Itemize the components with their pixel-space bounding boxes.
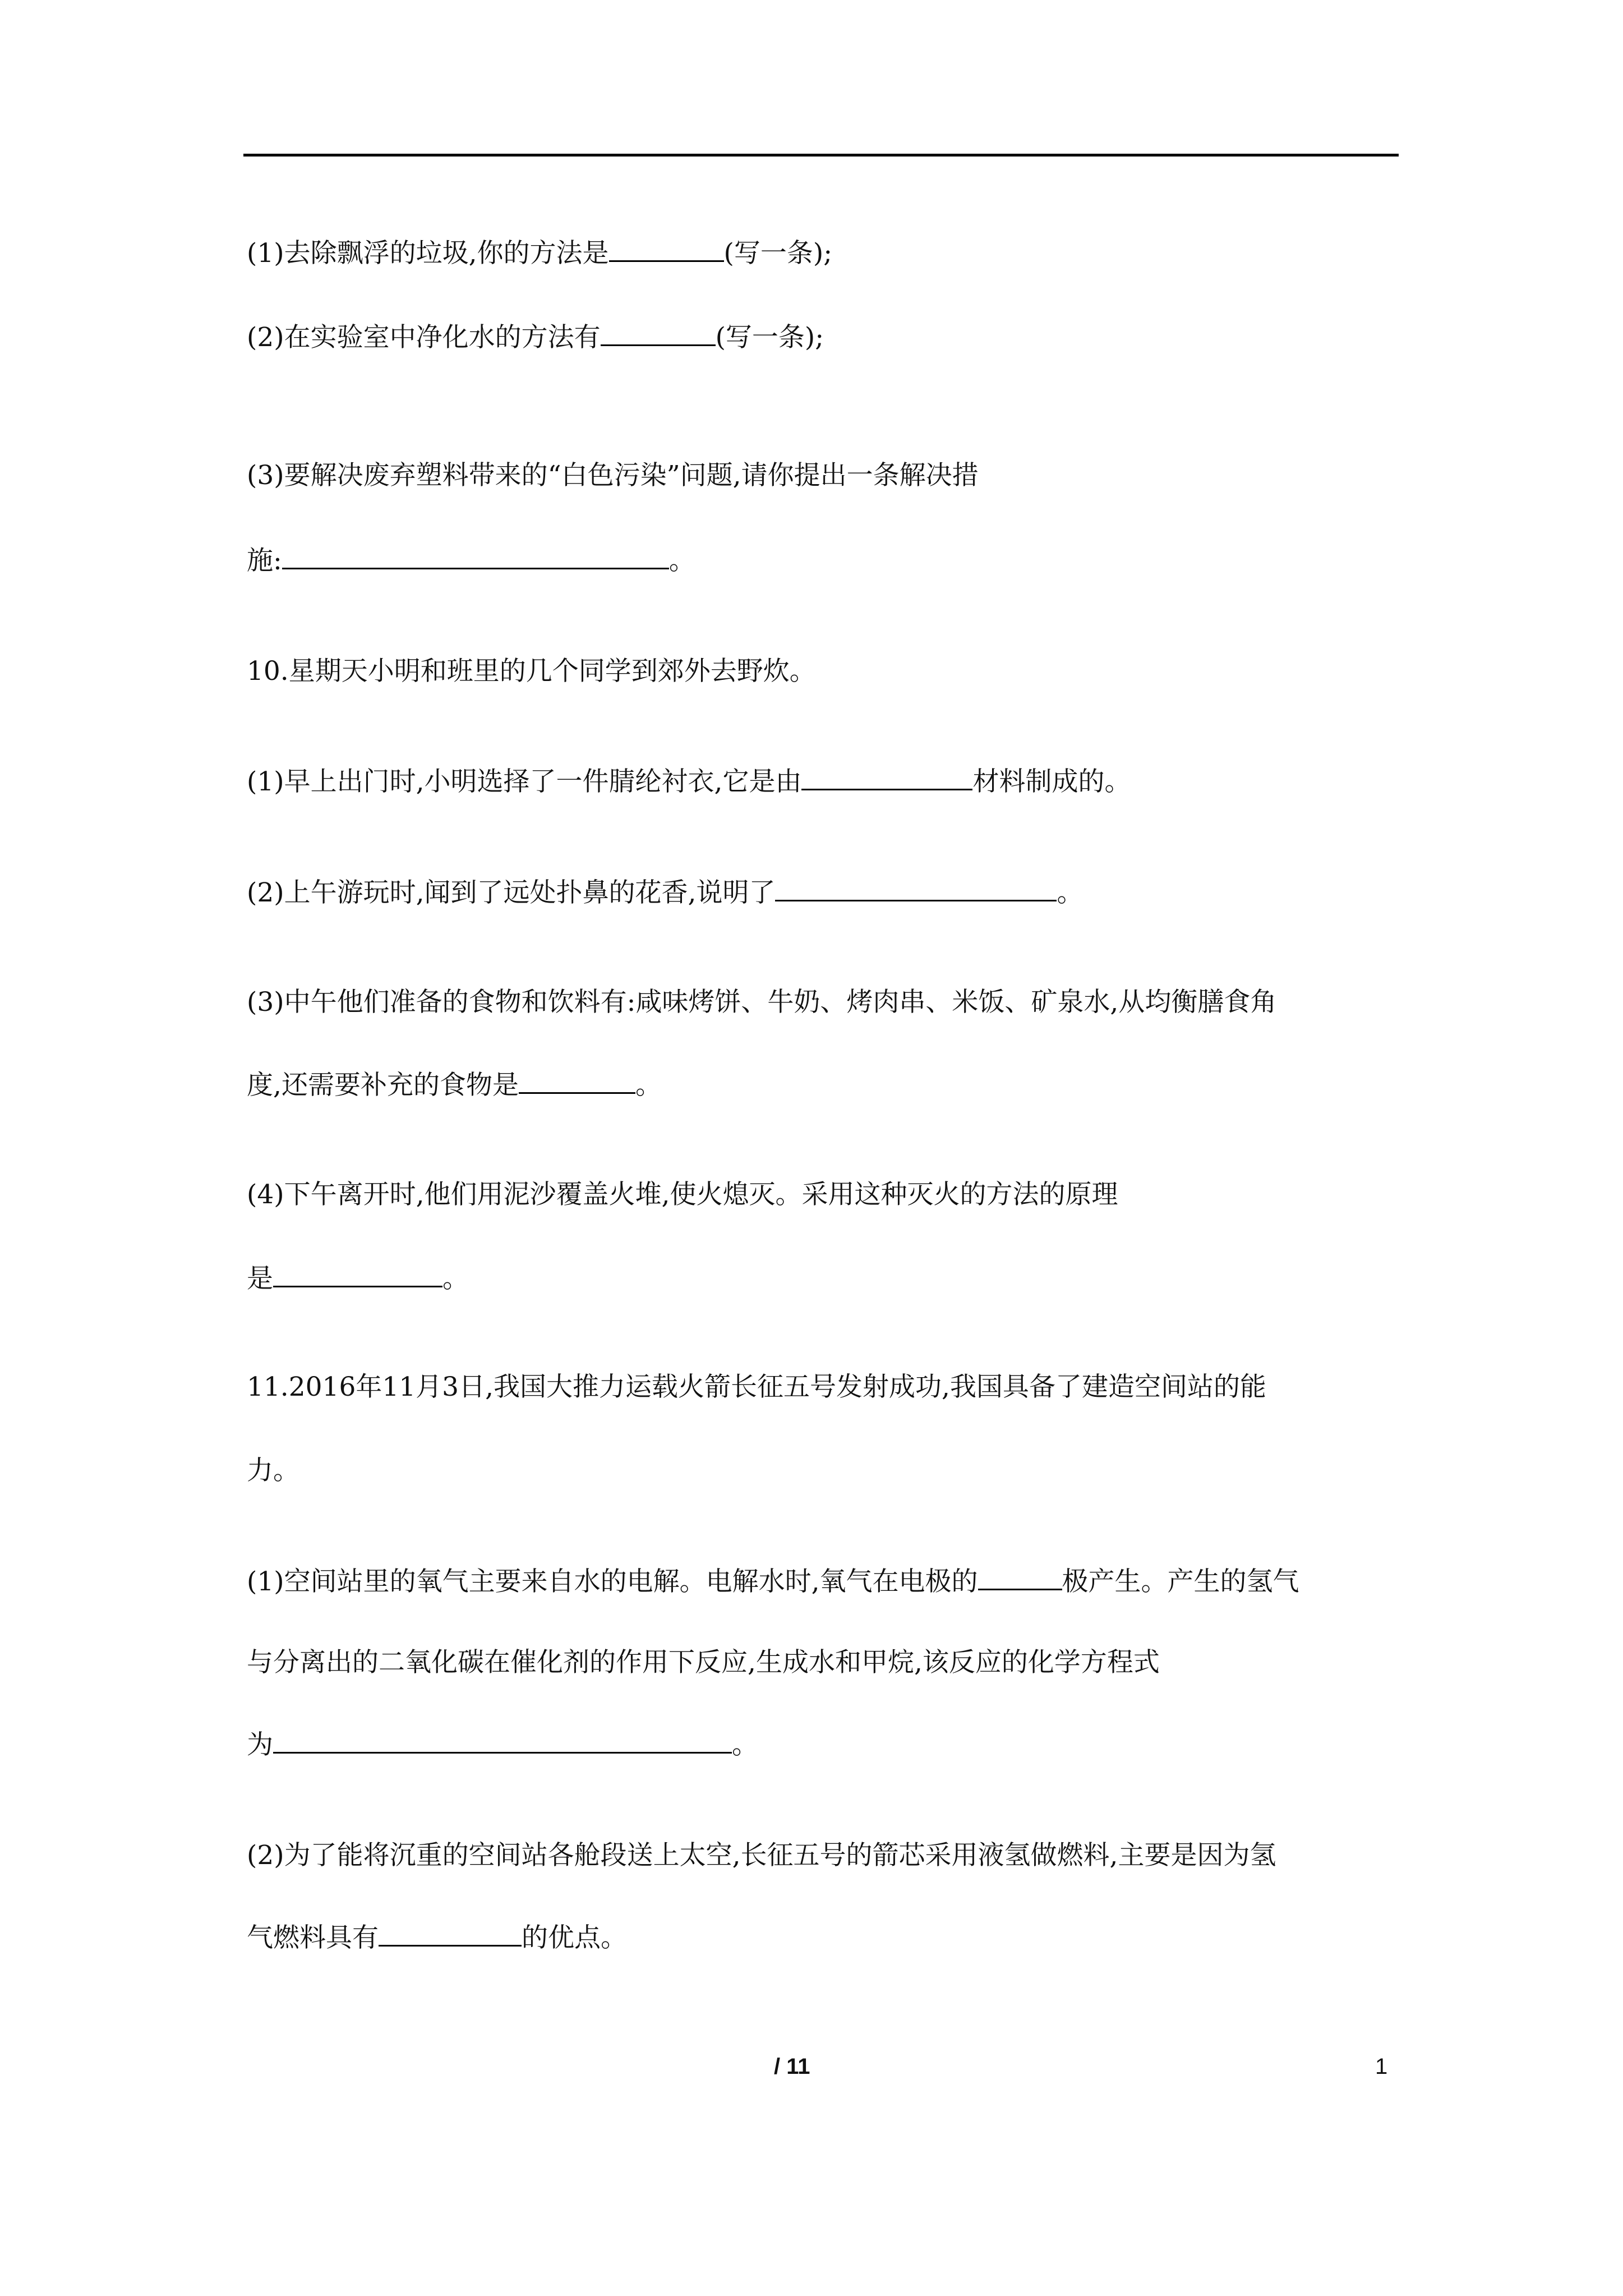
q11-part2-cont-suffix: 的优点。 — [522, 1922, 627, 1953]
q11-part1-line — [247, 1564, 1299, 1599]
q9-part1-text: (1)去除飘浮的垃圾,你的方法是 — [247, 238, 609, 269]
q9-part2-suffix: (写一条); — [715, 322, 824, 353]
q11-stem-cont-line: 力。 — [247, 1455, 299, 1486]
footer-page-count: / 11 — [774, 2054, 810, 2079]
q11-part1-eq-line — [247, 1727, 758, 1762]
footer-page-number: 1 — [1375, 2054, 1388, 2079]
q10-part2-line — [247, 875, 1083, 910]
q9-part1-line — [247, 236, 832, 270]
q11-part2-cont-text: 气燃料具有 — [247, 1922, 379, 1953]
q9-part3-cont-line — [247, 543, 695, 578]
header-rule — [243, 154, 1399, 157]
q10-part4-line: (4)下午离开时,他们用泥沙覆盖火堆,使火熄灭。采用这种灭火的方法的原理 — [247, 1179, 1118, 1210]
answer-blank[interactable] — [282, 543, 669, 569]
answer-blank[interactable] — [801, 764, 972, 790]
q10-part3-cont-text: 度,还需要补充的食物是 — [247, 1070, 519, 1101]
answer-blank[interactable] — [775, 875, 1057, 901]
answer-blank[interactable] — [379, 1920, 522, 1947]
q10-part1-suffix: 材料制成的。 — [972, 766, 1131, 797]
q10-part2-suffix: 。 — [1057, 877, 1083, 908]
q9-part3-cont-suffix: 。 — [668, 545, 695, 576]
q9-part3-cont-text: 施: — [247, 545, 282, 576]
q10-part4-cont-text: 是 — [247, 1263, 273, 1294]
q11-stem-line: 11.2016年11月3日,我国大推力运载火箭长征五号发射成功,我国具备了建造空间站的能 — [247, 1372, 1266, 1402]
q10-part1-text: (1)早上出门时,小明选择了一件腈纶衬衣,它是由 — [247, 766, 802, 797]
answer-blank[interactable] — [273, 1261, 442, 1287]
q10-part3-cont-suffix: 。 — [635, 1070, 662, 1101]
q11-part1-suffix: 极产生。产生的氢气 — [1062, 1566, 1299, 1597]
q11-part2-line: (2)为了能将沉重的空间站各舱段送上太空,长征五号的箭芯采用液氢做燃料,主要是因为氢 — [247, 1840, 1276, 1871]
q10-stem-line: 10.星期天小明和班里的几个同学到郊外去野炊。 — [247, 656, 816, 687]
answer-blank[interactable] — [978, 1564, 1062, 1590]
answer-blank[interactable] — [601, 320, 716, 346]
answer-blank[interactable] — [273, 1727, 732, 1754]
q10-part4-cont-suffix: 。 — [442, 1263, 469, 1294]
q10-part2-text: (2)上午游玩时,闻到了远处扑鼻的花香,说明了 — [247, 877, 776, 908]
q10-part4-cont-line — [247, 1261, 469, 1296]
q9-part2-line — [247, 320, 824, 355]
q10-part3-cont-line — [247, 1068, 662, 1102]
answer-blank[interactable] — [609, 236, 724, 262]
q10-part3-line: (3)中午他们准备的食物和饮料有:咸味烤饼、牛奶、烤肉串、米饭、矿泉水,从均衡膳食角 — [247, 987, 1277, 1018]
q9-part2-text: (2)在实验室中净化水的方法有 — [247, 322, 601, 353]
q9-part3-line: (3)要解决废弃塑料带来的“白色污染”问题,请你提出一条解决措 — [247, 460, 979, 491]
q9-part1-suffix: (写一条); — [723, 238, 833, 269]
q11-part1-cont-line: 与分离出的二氧化碳在催化剂的作用下反应,生成水和甲烷,该反应的化学方程式 — [247, 1647, 1160, 1678]
q11-part1-text: (1)空间站里的氧气主要来自水的电解。电解水时,氧气在电极的 — [247, 1566, 978, 1597]
q11-part1-eq-text: 为 — [247, 1729, 273, 1760]
q11-part2-cont-line — [247, 1920, 627, 1955]
q10-part1-line — [247, 764, 1131, 799]
q11-part1-eq-suffix: 。 — [732, 1729, 758, 1760]
answer-blank[interactable] — [519, 1068, 635, 1094]
